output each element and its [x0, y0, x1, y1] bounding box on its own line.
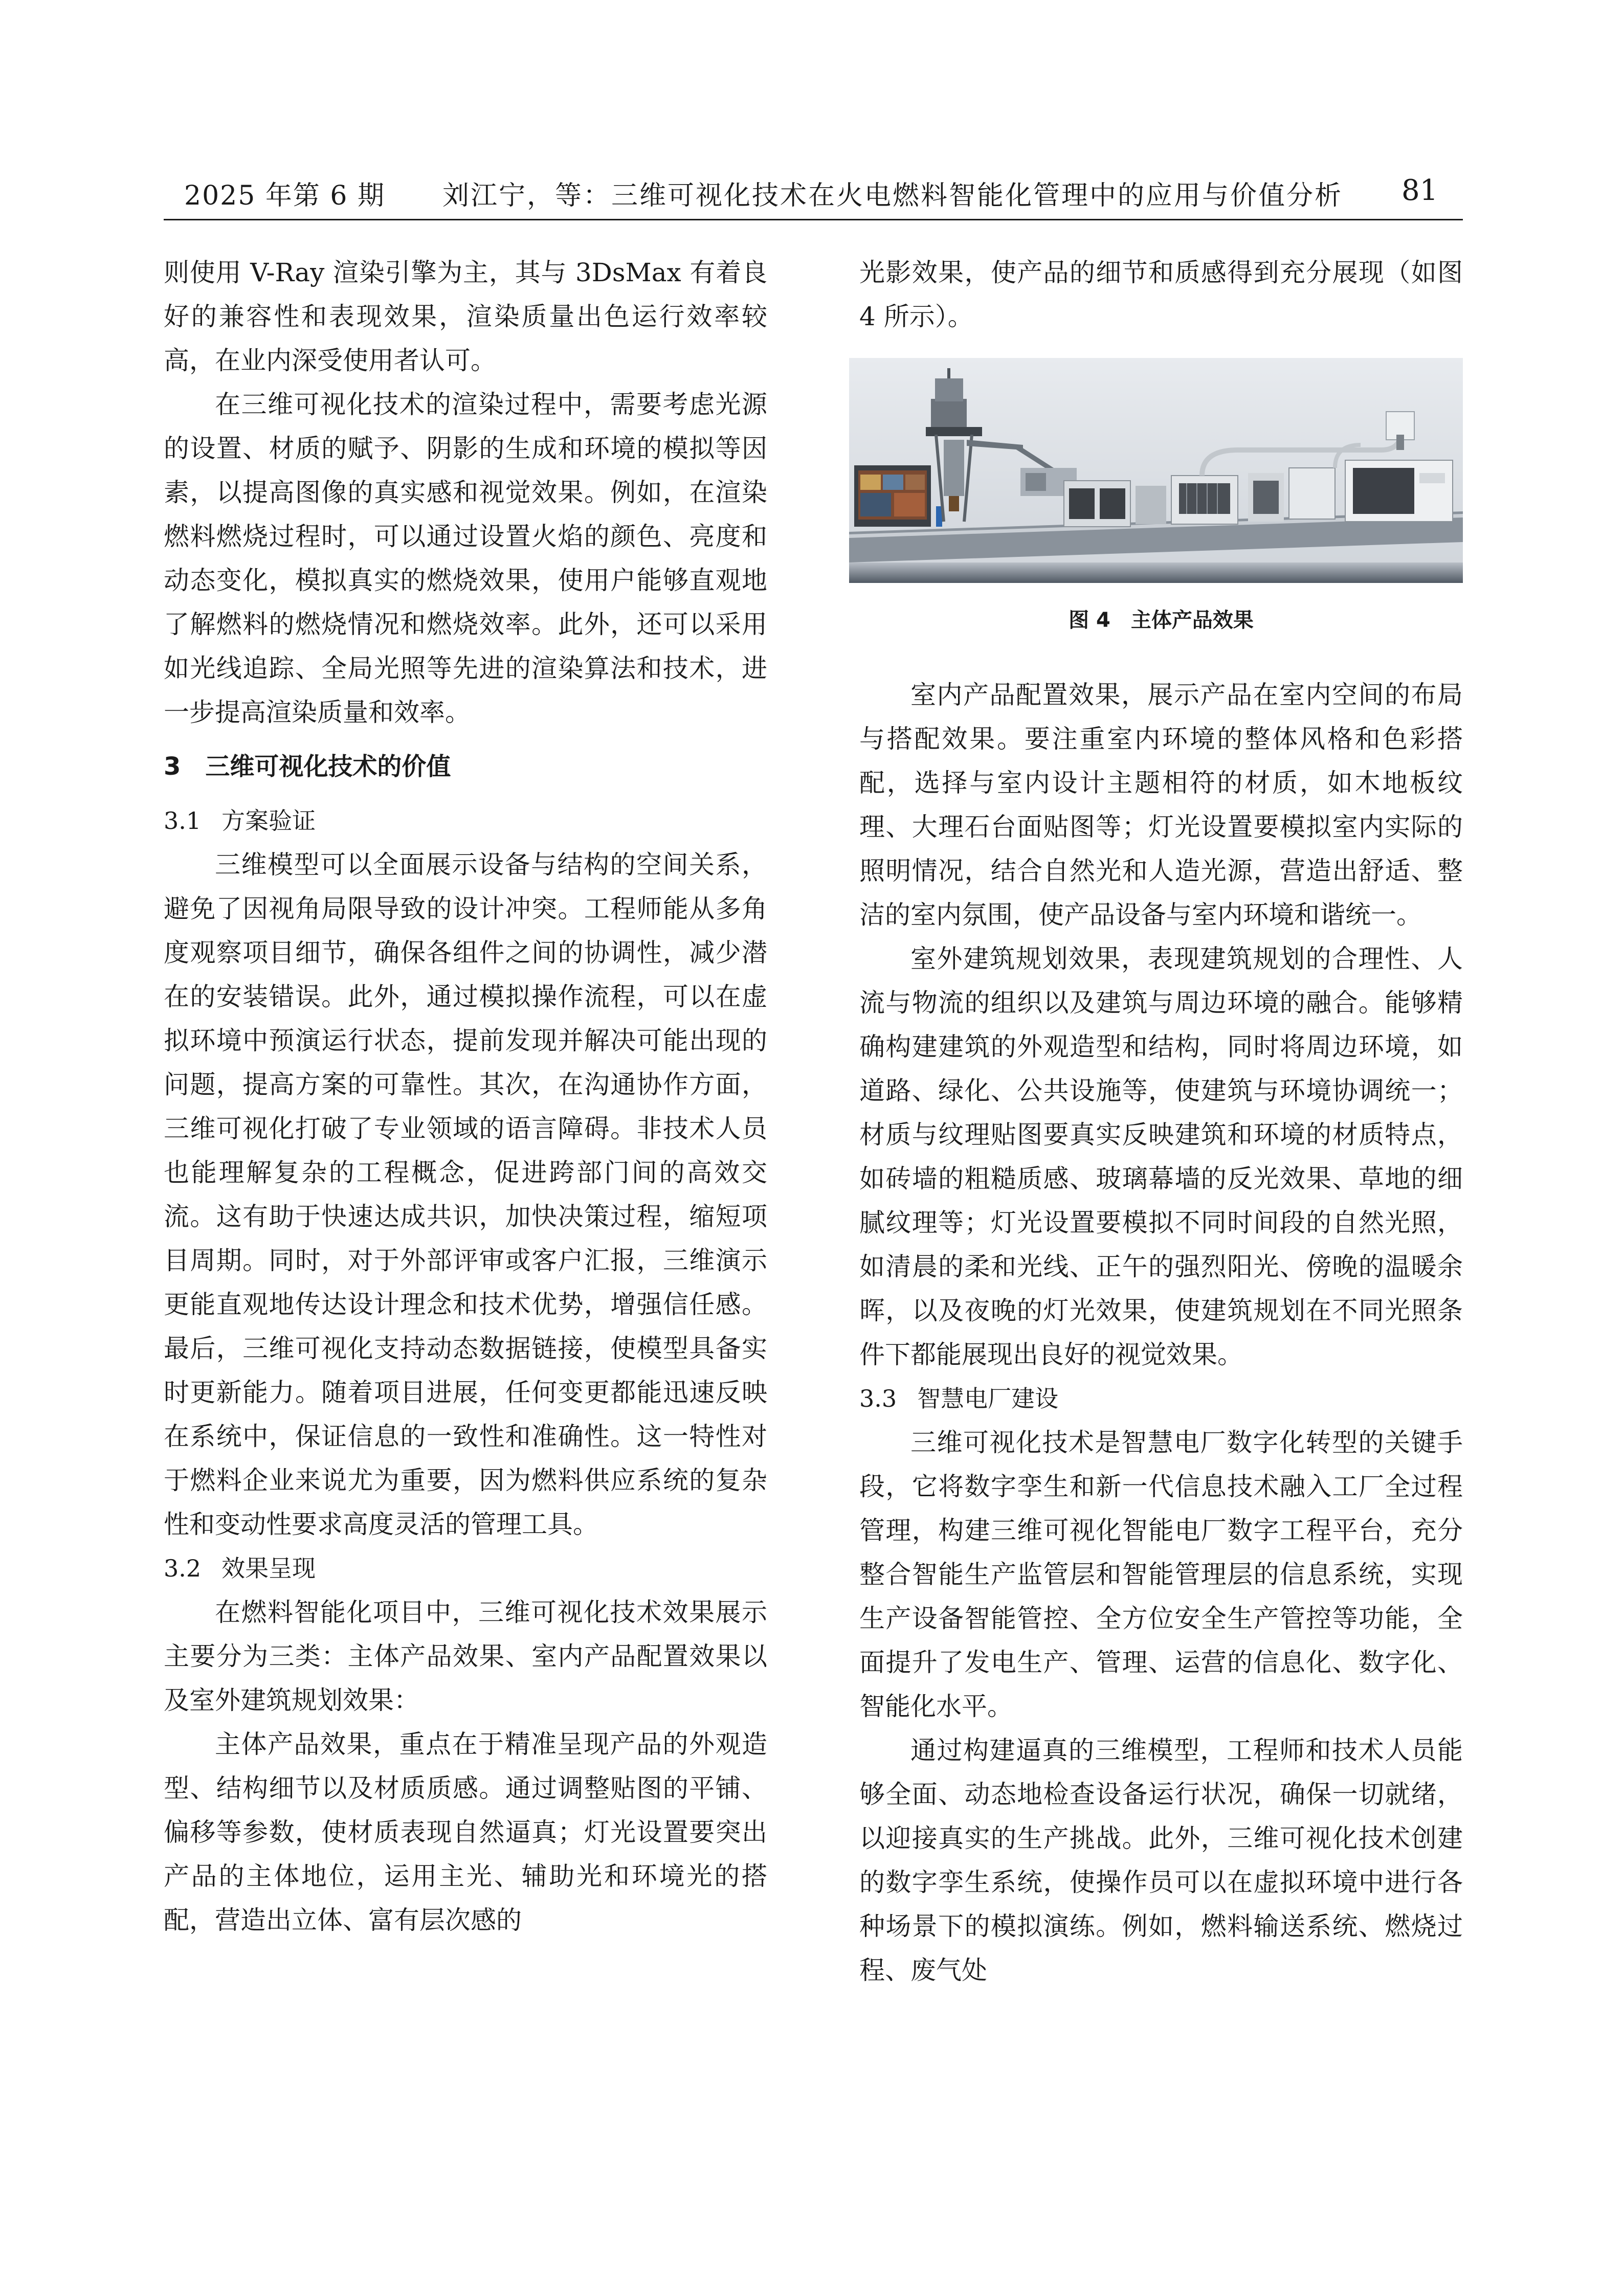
- paragraph: 主体产品效果，重点在于精准呈现产品的外观造型、结构细节以及材质质感。通过调整贴图的平铺、偏移等参数，使材质表现自然逼真；灯光设置要突出产品的主体地位，运用主光、辅助光和环境光的搭配，营造出立体、富有层次感的: [164, 1729, 767, 1935]
- subsection-title: 方案验证: [221, 807, 316, 835]
- subsection-title: 智慧电厂建设: [917, 1385, 1059, 1412]
- subsection-heading: [164, 1546, 767, 1590]
- figure-image: [849, 358, 1463, 583]
- product-render-illustration: [849, 358, 1463, 583]
- left-column: [164, 251, 767, 1942]
- subsection-heading: [164, 799, 767, 843]
- subsection-number: 3.1: [164, 807, 202, 835]
- subsection-heading: [859, 1377, 1463, 1421]
- paragraph: 在燃料智能化项目中，三维可视化技术效果展示主要分为三类：主体产品效果、室内产品配置效果以及室外建筑规划效果：: [164, 1597, 767, 1715]
- journal-issue: 2025 年第 6 期: [184, 181, 386, 211]
- paragraph: 则使用 V-Ray 渲染引擎为主，其与 3DsMax 有着良好的兼容性和表现效果，渲染质量出色运行效率较高，在业内深受使用者认可。: [164, 258, 767, 375]
- paragraph: 室外建筑规划效果，表现建筑规划的合理性、人流与物流的组织以及建筑与周边环境的融合。能够精确构建建筑的外观造型和结构，同时将周边环境，如道路、绿化、公共设施等，使建筑与环境协调统一；材质与纹理贴图要真实反映建筑和环境的材质特点，如砖墙的粗糙质感、玻璃幕墙的反光效果、草地的细腻纹理等；灯光设置要模拟不同时间段的自然光照，如清晨的柔和光线、正午的强烈阳光、傍晚的温暖余晖，以及夜晚的灯光效果，使建筑规划在不同光照条件下都能展现出良好的视觉效果。: [859, 944, 1463, 1369]
- right-column: [859, 251, 1463, 1992]
- paragraph: 光影效果，使产品的细节和质感得到充分展现（如图 4 所示）。: [859, 258, 1463, 331]
- running-title: 刘江宁，等：三维可视化技术在火电燃料智能化管理中的应用与价值分析: [442, 181, 1343, 211]
- section-heading: 3 三维可视化技术的价值: [164, 752, 451, 781]
- paragraph: 三维模型可以全面展示设备与结构的空间关系，避免了因视角局限导致的设计冲突。工程师能从多角度观察项目细节，确保各组件之间的协调性，减少潜在的安装错误。此外，通过模拟操作流程，可以在虚拟环境中预演运行状态，提前发现并解决可能出现的问题，提高方案的可靠性。其次，在沟通协作方面，三维可视化打破了专业领域的语言障碍。非技术人员也能理解复杂的工程概念，促进跨部门间的高效交流。这有助于快速达成共识，加快决策过程，缩短项目周期。同时，对于外部评审或客户汇报，三维演示更能直观地传达设计理念和技术优势，增强信任感。最后，三维可视化支持动态数据链接，使模型具备实时更新能力。随着项目进展，任何变更都能迅速反映在系统中，保证信息的一致性和准确性。这一特性对于燃料企业来说尤为重要，因为燃料供应系统的复杂性和变动性要求高度灵活的管理工具。: [164, 850, 767, 1539]
- paragraph: 在三维可视化技术的渲染过程中，需要考虑光源的设置、材质的赋予、阴影的生成和环境的模拟等因素，以提高图像的真实感和视觉效果。例如，在渲染燃料燃烧过程时，可以通过设置火焰的颜色、亮度和动态变化，模拟真实的燃烧效果，使用户能够直观地了解燃料的燃烧情况和燃烧效率。此外，还可以采用如光线追踪、全局光照等先进的渲染算法和技术，进一步提高渲染质量和效率。: [164, 390, 767, 727]
- subsection-title: 效果呈现: [221, 1555, 316, 1582]
- header-rule: [164, 219, 1463, 220]
- paragraph: 通过构建逼真的三维模型，工程师和技术人员能够全面、动态地检查设备运行状况，确保一切就绪，以迎接真实的生产挑战。此外，三维可视化技术创建的数字孪生系统，使操作员可以在虚拟环境中进行各种场景下的模拟演练。例如，燃料输送系统、燃烧过程、废气处: [859, 1736, 1463, 1985]
- paragraph: 三维可视化技术是智慧电厂数字化转型的关键手段，它将数字孪生和新一代信息技术融入工厂全过程管理，构建三维可视化智能电厂数字工程平台，充分整合智能生产监管层和智能管理层的信息系统，实现生产设备智能管控、全方位安全生产管控等功能，全面提升了发电生产、管理、运营的信息化、数字化、智能化水平。: [859, 1428, 1463, 1721]
- paragraph: 室内产品配置效果，展示产品在室内空间的布局与搭配效果。要注重室内环境的整体风格和色彩搭配，选择与室内设计主题相符的材质，如木地板纹理、大理石台面贴图等；灯光设置要模拟室内实际的照明情况，结合自然光和人造光源，营造出舒适、整洁的室内氛围，使产品设备与室内环境和谐统一。: [859, 680, 1463, 930]
- subsection-number: 3.3: [859, 1385, 897, 1412]
- page-number: 81: [1401, 174, 1438, 207]
- figure-caption: 图 4 主体产品效果: [1069, 609, 1254, 632]
- subsection-number: 3.2: [164, 1555, 202, 1582]
